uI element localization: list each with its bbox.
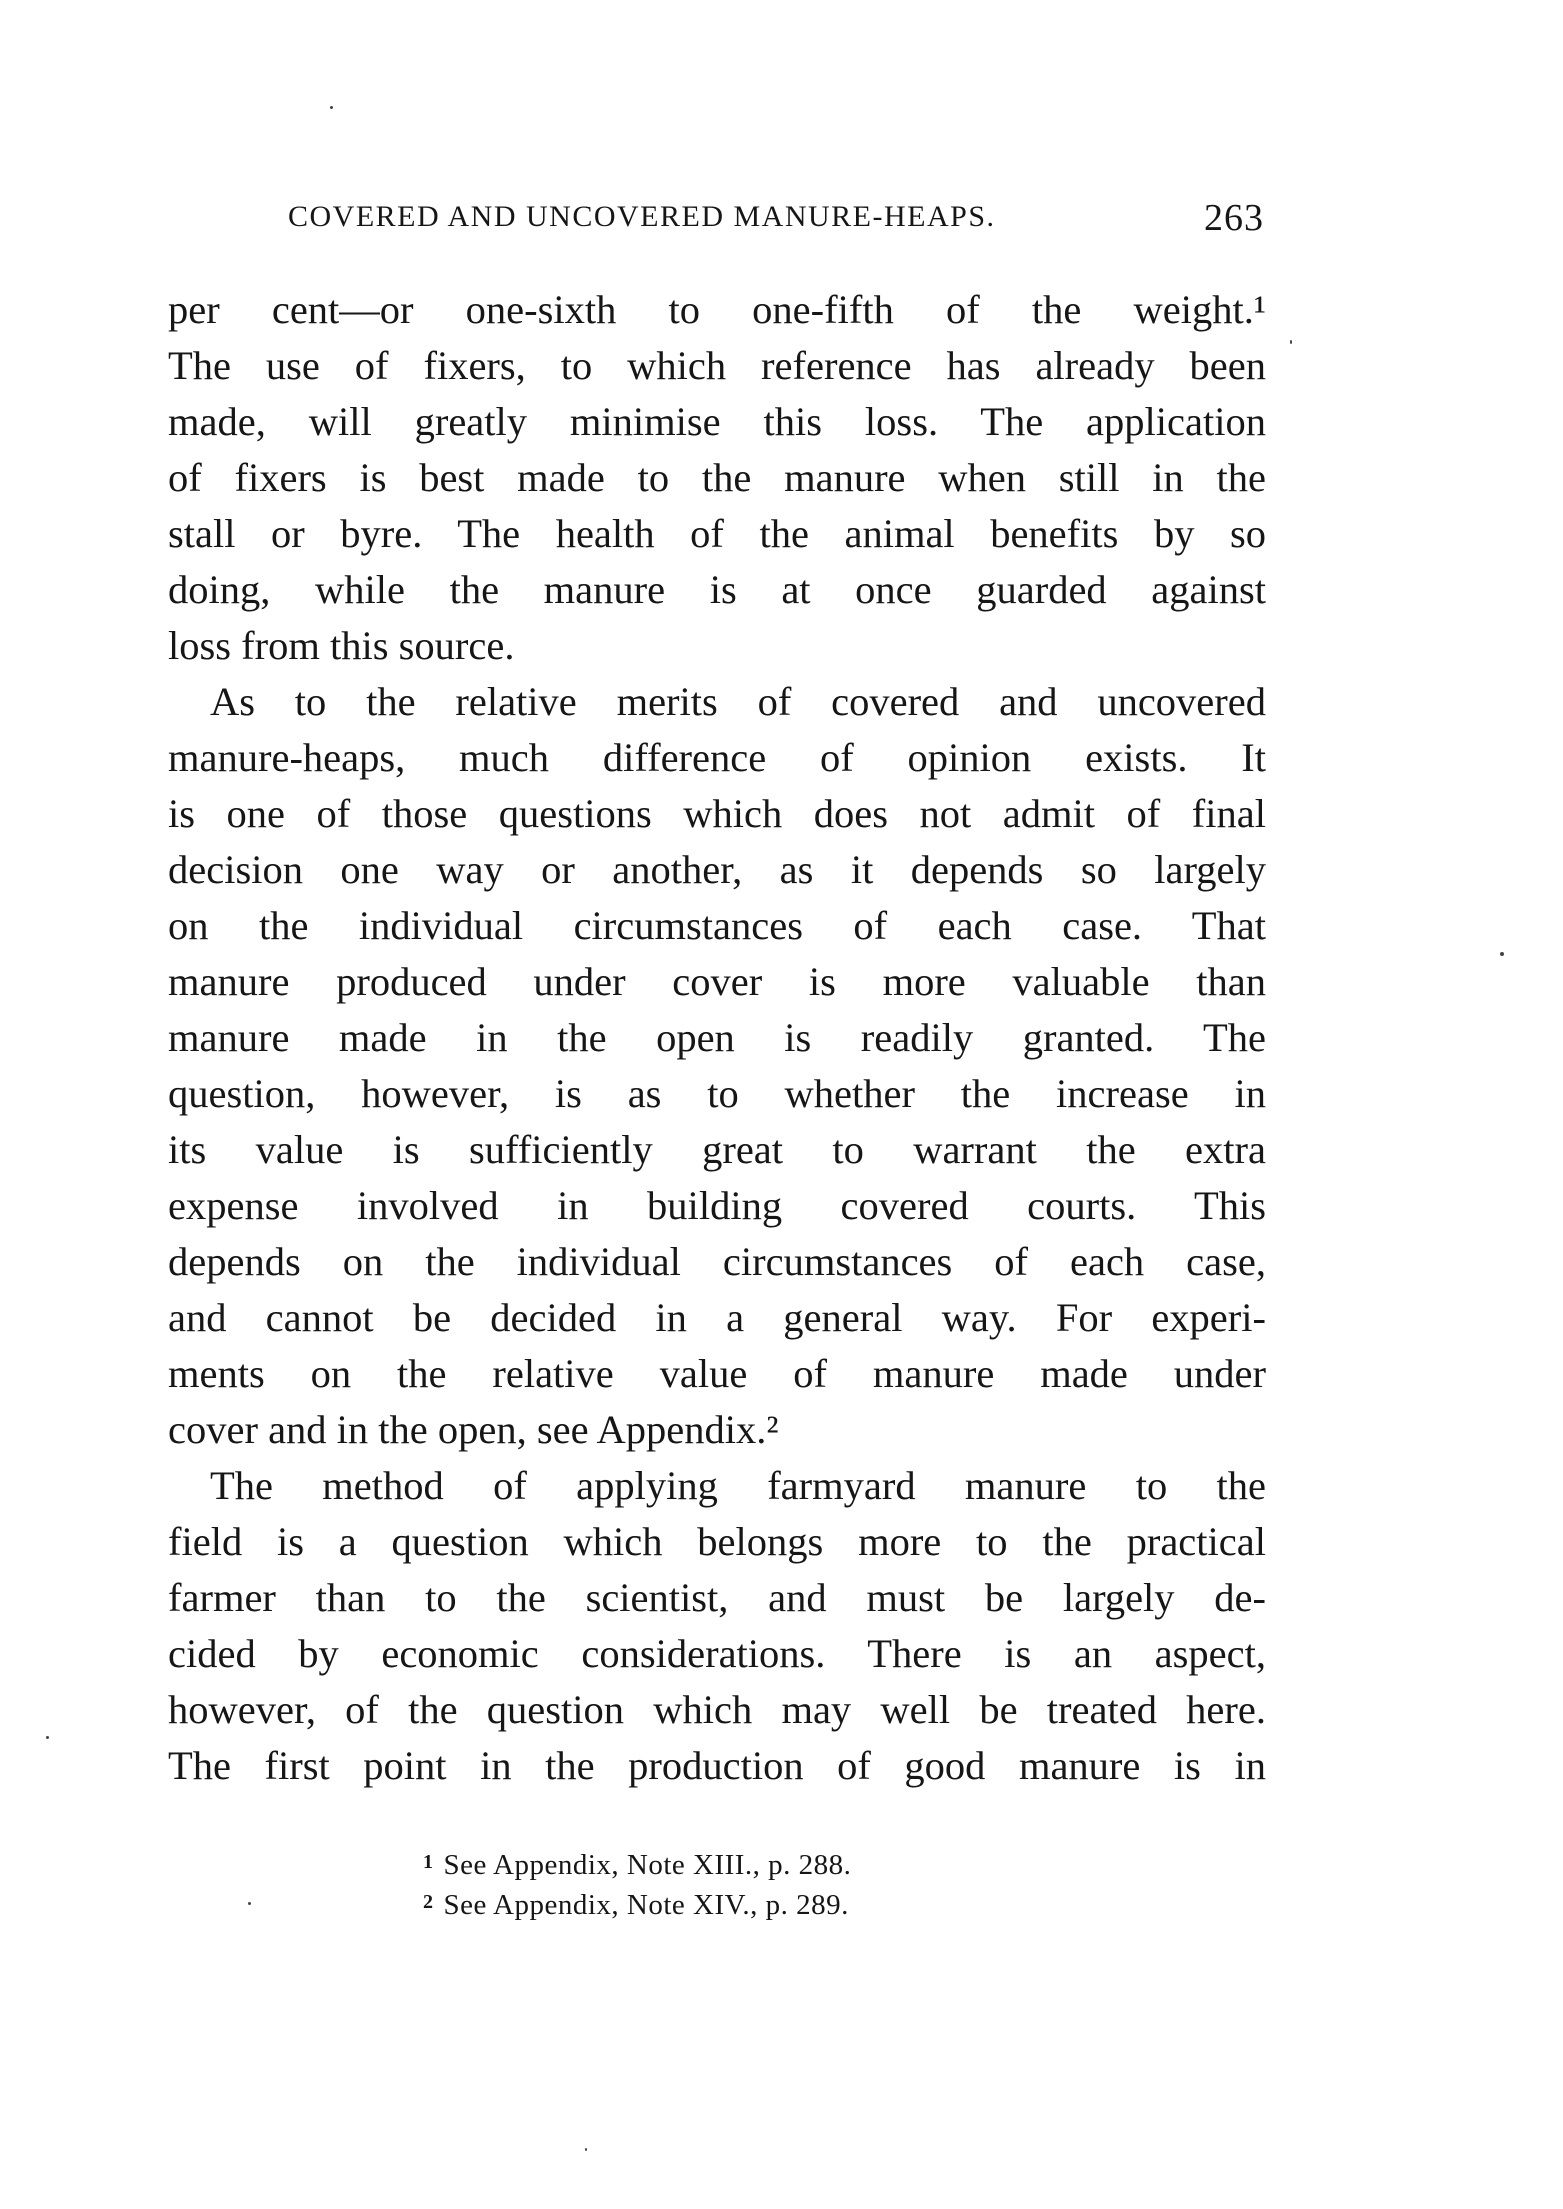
paragraph-2 [168, 674, 1266, 1458]
page-number: 263 [1204, 197, 1264, 239]
text-line: and cannot be decided in a general way. For experi- [168, 1295, 1266, 1340]
text-line: doing, while the manure is at once guarded against [168, 567, 1266, 612]
text-line: decision one way or another, as it depends so largely [168, 847, 1266, 892]
text-line: its value is sufficiently great to warrant the extra [168, 1127, 1266, 1172]
running-title: COVERED AND UNCOVERED MANURE-HEAPS. [288, 200, 996, 233]
text-line: is one of those questions which does not admit of final [168, 791, 1266, 836]
text-line: farmer than to the scientist, and must be largely de- [168, 1575, 1266, 1620]
text-line: however, of the question which may well be treated here. [168, 1687, 1266, 1732]
footnotes [423, 1842, 1123, 1922]
text-line: loss from this source. [168, 623, 515, 668]
footnote [423, 1882, 1123, 1922]
text-line: on the individual circumstances of each case. That [168, 903, 1266, 948]
text-line: As to the relative merits of covered and uncovered [210, 679, 1266, 724]
text-line: manure made in the open is readily granted. The [168, 1015, 1266, 1060]
text-line: depends on the individual circumstances of each case, [168, 1239, 1266, 1284]
text-line: cided by economic considerations. There is an aspect, [168, 1631, 1266, 1676]
text-line: stall or byre. The health of the animal benefits by so [168, 511, 1266, 556]
text-line: field is a question which belongs more to the practical [168, 1519, 1266, 1564]
text-line: question, however, is as to whether the increase in [168, 1071, 1266, 1116]
text-line: The use of fixers, to which reference has already been [168, 343, 1266, 388]
scan-speck [585, 2148, 587, 2151]
text-line: made, will greatly minimise this loss. The application [168, 399, 1266, 444]
text-line: manure-heaps, much difference of opinion exists. It [168, 735, 1266, 780]
scan-speck [1290, 340, 1292, 344]
footnote-mark: 1 [423, 1851, 434, 1873]
text-line: ments on the relative value of manure made under [168, 1351, 1266, 1396]
running-head [288, 197, 1264, 240]
footnote-text: See Appendix, Note XIII., p. 288. [443, 1849, 852, 1881]
footnote-text: See Appendix, Note XIV., p. 289. [443, 1889, 849, 1921]
text-line: expense involved in building covered courts. This [168, 1183, 1266, 1228]
text-line: The method of applying farmyard manure to the [210, 1463, 1266, 1508]
text-line: of fixers is best made to the manure when still in the [168, 455, 1266, 500]
body-text [168, 282, 1266, 1794]
scan-speck [330, 106, 333, 109]
footnote [423, 1842, 1123, 1882]
footnote-mark: 2 [423, 1891, 434, 1913]
text-line: per cent—or one-sixth to one-fifth of the weight.¹ [168, 287, 1266, 332]
scan-speck [1500, 952, 1504, 956]
scan-speck [46, 1736, 49, 1739]
paragraph-1 [168, 282, 1266, 674]
text-line: manure produced under cover is more valuable than [168, 959, 1266, 1004]
paragraph-3 [168, 1458, 1266, 1794]
scan-speck [248, 1902, 251, 1905]
text-line: The first point in the production of good manure is in [168, 1743, 1266, 1788]
text-line: cover and in the open, see Appendix.² [168, 1407, 779, 1452]
